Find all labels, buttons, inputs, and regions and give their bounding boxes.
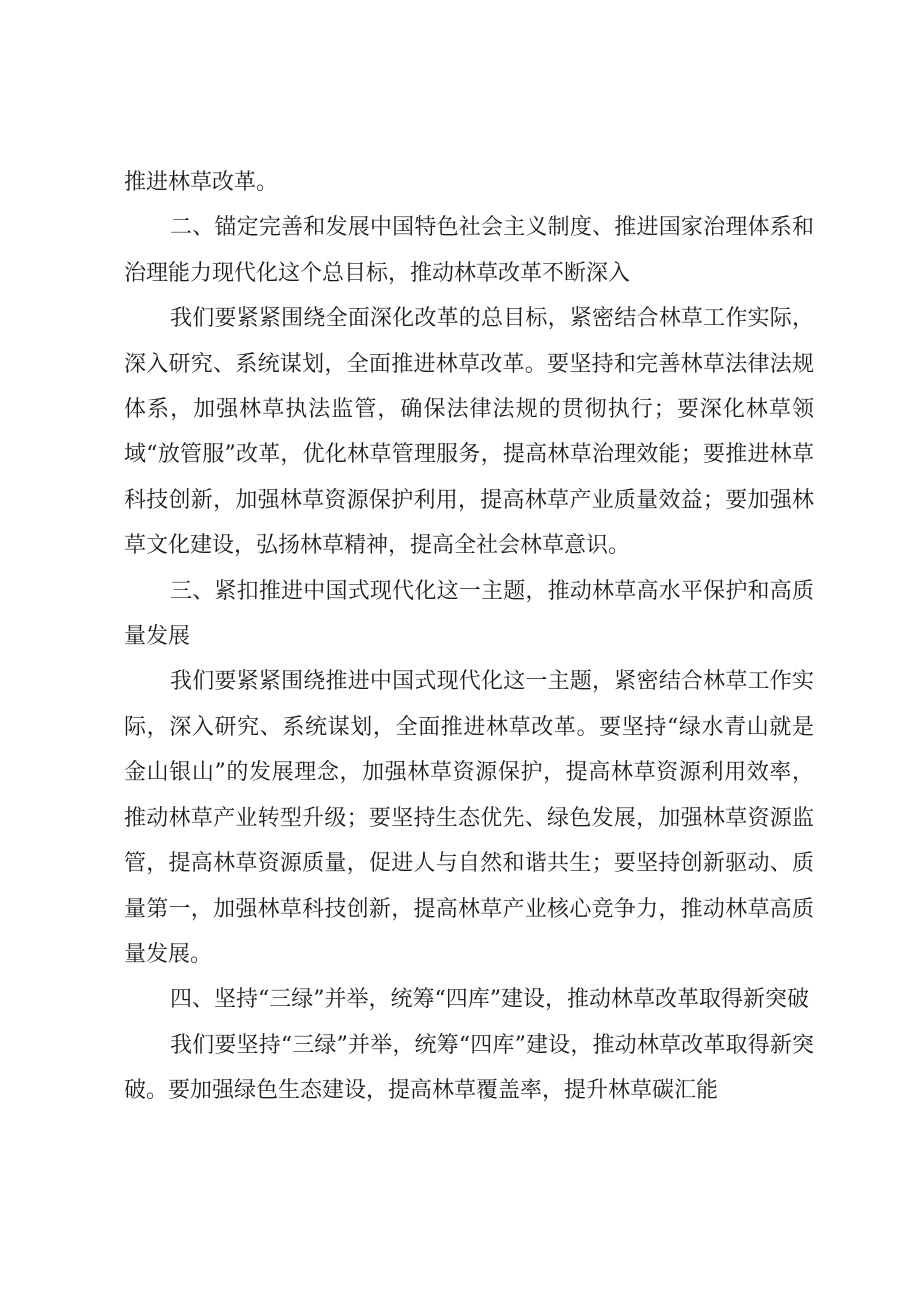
section-heading-3: 三、紧扣推进中国式现代化这一主题，推动林草高水平保护和高质量发展 [124, 578, 814, 650]
section-heading-2: 二、锚定完善和发展中国特色社会主义制度、推进国家治理体系和治理能力现代化这个总目标，推动林草改革不断深入 [124, 215, 814, 286]
lead-fragment: 推进林草改革。 [124, 170, 279, 195]
section-body-3: 我们要紧紧围绕推进中国式现代化这一主题，紧密结合林草工作实际，深入研究、系统谋划，全面推进林草改革。要坚持“绿水青山就是金山银山”的发展理念，加强林草资源保护，提高林草资源利用效率，推动林草产业转型升级；要坚持生态优先、绿色发展，加强林草资源监管，提高林草资源质量，促进人与自然和谐共生；要坚持创新驱动、质量第一，加强林草科技创新，提高林草产业核心竞争力，推动林草高质量发展。 [124, 669, 814, 967]
document-body [124, 160, 814, 1114]
section-heading-4: 四、坚持“三绿”并举，统筹“四库”建设，推动林草改革取得新突破 [170, 987, 809, 1013]
section-body-2: 我们要紧紧围绕全面深化改革的总目标，紧密结合林草工作实际，深入研究、系统谋划，全面推进林草改革。要坚持和完善林草法律法规体系，加强林草执法监管，确保法律法规的贯彻执行；要深化林草领域“放管服”改革，优化林草管理服务，提高林草治理效能；要推进林草科技创新，加强林草资源保护利用，提高林草产业质量效益；要加强林草文化建设，弘扬林草精神，提高全社会林草意识。 [124, 306, 814, 559]
section-body-4: 我们要坚持“三绿”并举，统筹“四库”建设，推动林草改革取得新突破。要加强绿色生态建设，提高林草覆盖率，提升林草碳汇能 [124, 1032, 814, 1104]
